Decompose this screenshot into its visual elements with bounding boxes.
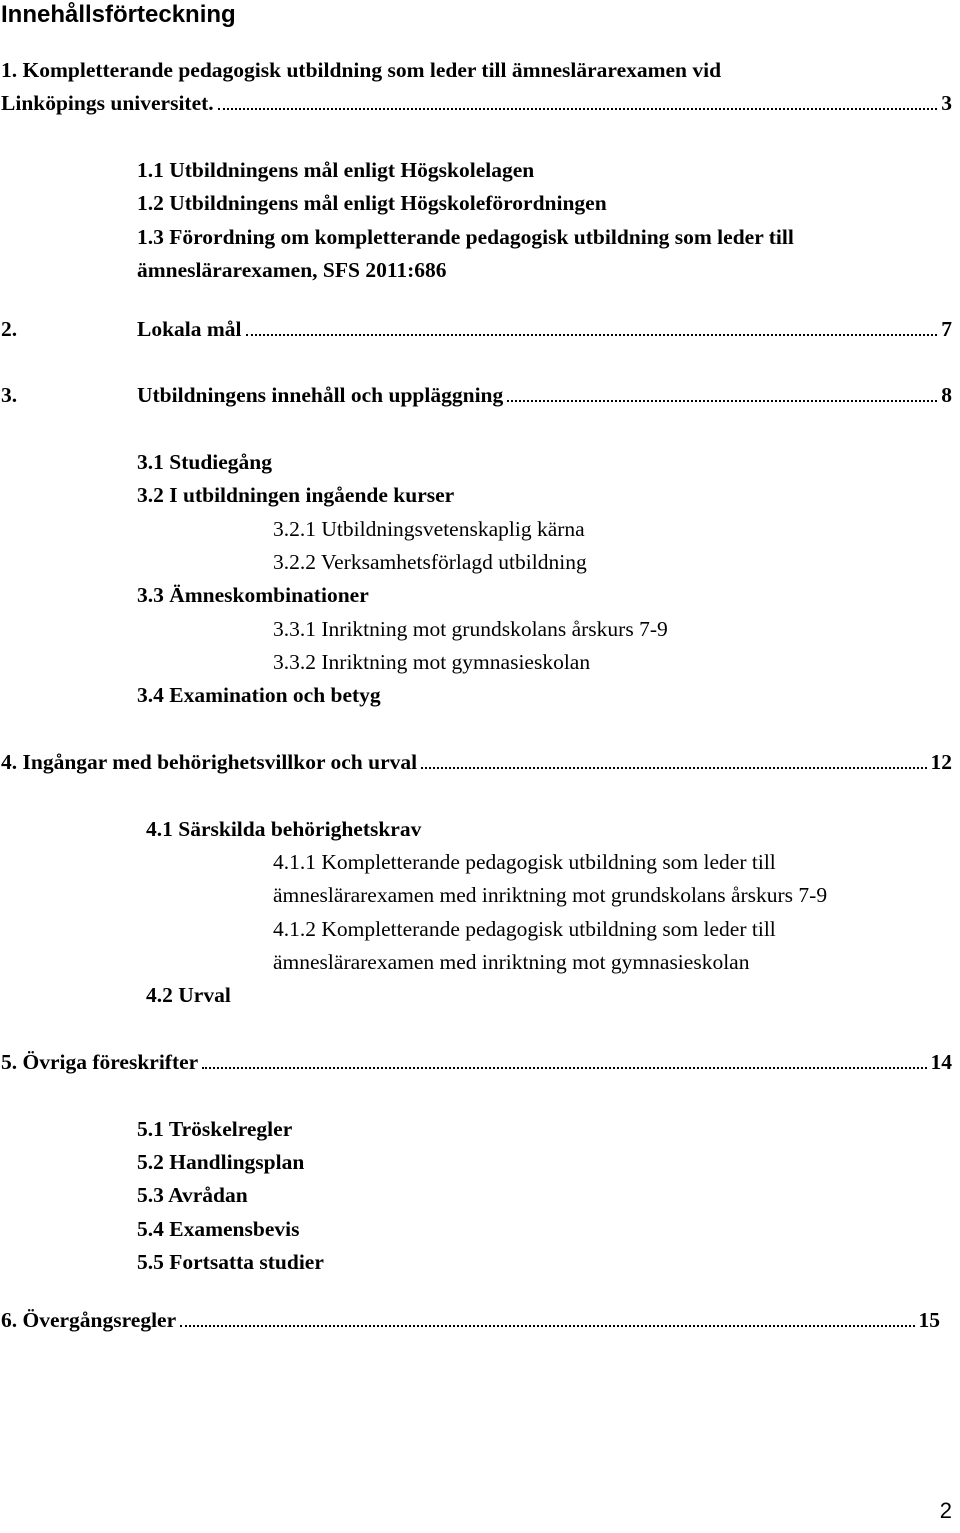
toc-entry-3-2-2[interactable]: 3.2.2 Verksamhetsförlagd utbildning — [273, 550, 587, 574]
dot-leader — [246, 333, 938, 336]
toc-entry-1-line2[interactable] — [1, 89, 952, 117]
dot-leader — [180, 1324, 914, 1327]
toc-entry-2-number: 2. — [1, 317, 18, 341]
toc-entry-5-page: 14 — [930, 1050, 952, 1074]
toc-entry-1-2[interactable]: 1.2 Utbildningens mål enligt Högskoleförordningen — [137, 191, 607, 215]
toc-entry-1-page: 3 — [941, 91, 952, 115]
toc-entry-2[interactable] — [1, 315, 952, 343]
toc-entry-1-title: Linköpings universitet. — [1, 91, 214, 115]
toc-entry-5-1[interactable]: 5.1 Tröskelregler — [137, 1117, 293, 1141]
dot-leader — [421, 766, 926, 769]
toc-entry-3-2-1[interactable]: 3.2.1 Utbildningsvetenskaplig kärna — [273, 517, 585, 541]
toc-entry-3-2[interactable]: 3.2 I utbildningen ingående kurser — [137, 483, 455, 507]
toc-entry-3-number: 3. — [1, 383, 18, 407]
dot-leader — [202, 1066, 926, 1069]
toc-entry-6-page: 15 — [918, 1308, 940, 1332]
toc-entry-3-page: 8 — [941, 383, 952, 407]
toc-entry-4-2[interactable]: 4.2 Urval — [146, 983, 231, 1007]
toc-entry-6-title: 6. Övergångsregler — [1, 1308, 177, 1332]
toc-entry-2-page: 7 — [941, 317, 952, 341]
toc-entry-1-1[interactable]: 1.1 Utbildningens mål enligt Högskolelagen — [137, 158, 535, 182]
toc-entry-5-4[interactable]: 5.4 Examensbevis — [137, 1217, 300, 1241]
toc-entry-3-3-1[interactable]: 3.3.1 Inriktning mot grundskolans årskurs 7-9 — [273, 617, 668, 641]
dot-leader — [218, 107, 938, 110]
toc-entry-6[interactable] — [1, 1306, 940, 1334]
toc-entry-4-1-2-line2[interactable]: ämneslärarexamen med inriktning mot gymnasieskolan — [273, 950, 750, 974]
toc-entry-4-1-1-line2[interactable]: ämneslärarexamen med inriktning mot grundskolans årskurs 7-9 — [273, 883, 828, 907]
toc-entry-3-3[interactable]: 3.3 Ämneskombinationer — [137, 583, 369, 607]
toc-entry-4[interactable] — [1, 748, 952, 776]
toc-entry-5-5[interactable]: 5.5 Fortsatta studier — [137, 1250, 324, 1274]
toc-entry-4-1-1-line1[interactable]: 4.1.1 Kompletterande pedagogisk utbildning som leder till — [273, 850, 776, 874]
toc-entry-4-1-2-line1[interactable]: 4.1.2 Kompletterande pedagogisk utbildning som leder till — [273, 917, 776, 941]
toc-entry-3[interactable] — [1, 381, 952, 409]
toc-entry-3-1[interactable]: 3.1 Studiegång — [137, 450, 273, 474]
toc-entry-3-4[interactable]: 3.4 Examination och betyg — [137, 683, 381, 707]
toc-entry-1-line1[interactable]: 1. Kompletterande pedagogisk utbildning som leder till ämneslärarexamen vid — [1, 58, 722, 82]
toc-entry-1-3-line2[interactable]: ämneslärarexamen, SFS 2011:686 — [137, 258, 447, 282]
page-number: 2 — [939, 1498, 952, 1523]
toc-entry-5-3[interactable]: 5.3 Avrådan — [137, 1183, 248, 1207]
toc-entry-3-title: Utbildningens innehåll och uppläggning — [137, 383, 504, 407]
toc-entry-5-2[interactable]: 5.2 Handlingsplan — [137, 1150, 305, 1174]
toc-entry-3-3-2[interactable]: 3.3.2 Inriktning mot gymnasieskolan — [273, 650, 591, 674]
dot-leader — [507, 399, 937, 402]
toc-entry-4-page: 12 — [930, 750, 952, 774]
toc-entry-5[interactable] — [1, 1048, 952, 1076]
page-title: Innehållsförteckning — [1, 1, 236, 28]
toc-entry-1-3-line1[interactable]: 1.3 Förordning om kompletterande pedagogisk utbildning som leder till — [137, 225, 794, 249]
toc-entry-4-title: 4. Ingångar med behörighetsvillkor och urval — [1, 750, 418, 774]
toc-entry-2-title: Lokala mål — [137, 317, 242, 341]
toc-entry-4-1[interactable]: 4.1 Särskilda behörighetskrav — [146, 817, 422, 841]
toc-entry-5-title: 5. Övriga föreskrifter — [1, 1050, 199, 1074]
